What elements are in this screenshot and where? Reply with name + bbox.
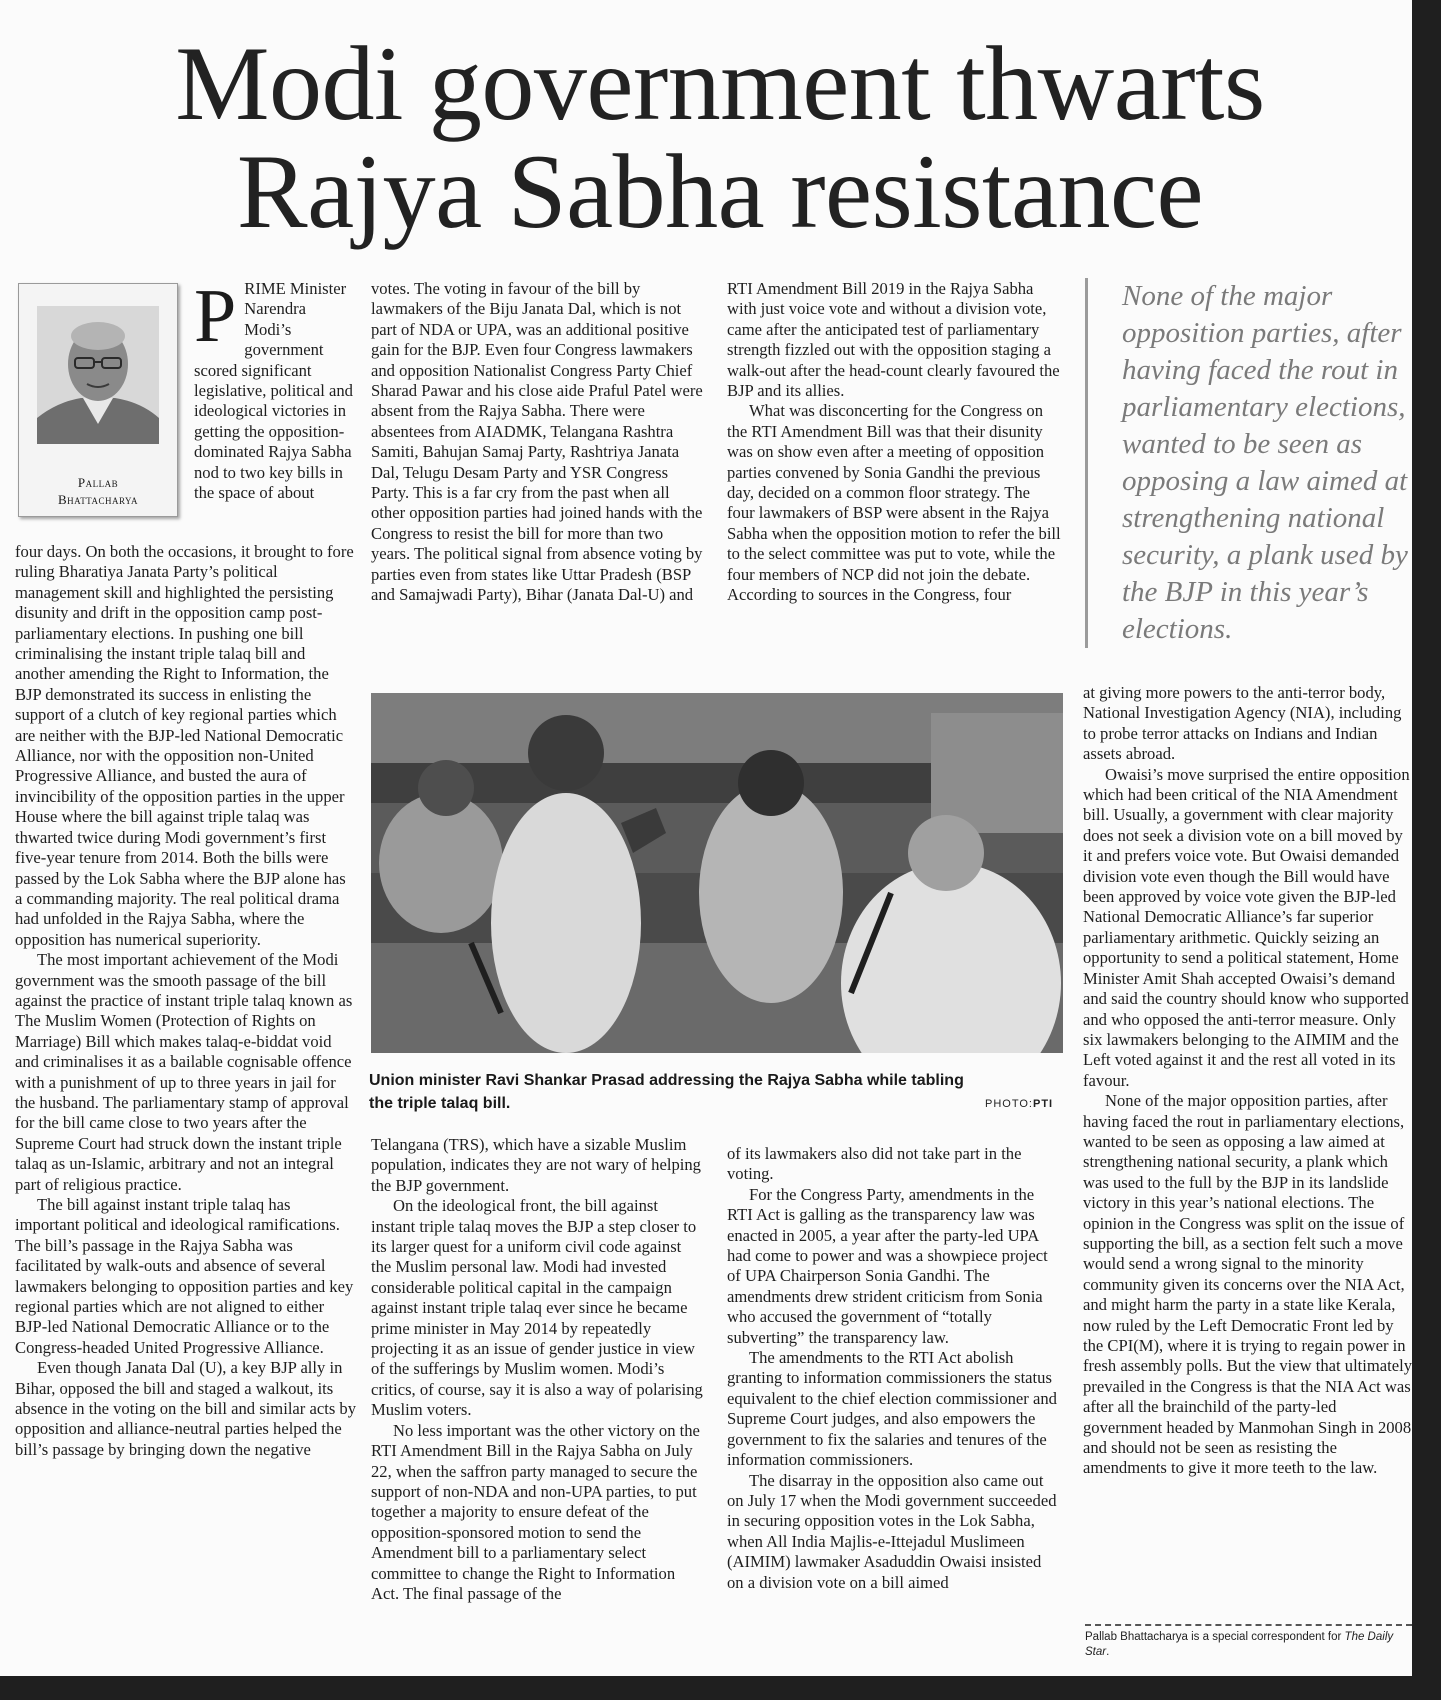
author-portrait-icon (37, 306, 159, 444)
paragraph: RTI Amendment Bill 2019 in the Rajya Sabha with just voice vote and without a division vote, came after the anticipated test of parliamentary strength fizzled out with the opposition staging a walk-out after the head-count clearly favoured the BJP and its allies. (727, 279, 1060, 401)
column-3-bottom (727, 1144, 1061, 1668)
paragraph: The most important achievement of the Modi government was the smooth passage of the bill against the practice of instant triple talaq known as The Muslim Women (Protection of Rights on Marriage) Bill which makes talaq-e-biddat void and criminalises it as a bailable cognisable offence with a punishment of up to three years in jail for the husband. The parliamentary stamp of approval for the bill came close to two years after the Supreme Court had struck down the instant triple talaq as un-Islamic, arbitrary and not an integral part of religious practice. (15, 950, 353, 1194)
intro-text: RIME Minister Narendra Modi’s government scored significant legislative, political and ideological victories in getting the opposition-dominated Rajya Sabha nod to two key bills in the space of about (194, 279, 353, 503)
footnote-end: . (1106, 1646, 1110, 1658)
author-footnote (1085, 1630, 1412, 1660)
author-first-name: Pallab (77, 475, 119, 490)
author-name (19, 474, 177, 508)
column-2-bottom (371, 1135, 705, 1668)
headline-line-2: Rajya Sabha resistance (236, 133, 1204, 250)
column-4 (1083, 683, 1412, 1621)
paragraph: four days. On both the occasions, it brought to fore ruling Bharatiya Janata Party’s political management skill and highlighted the persisting disunity and drift in the opposition camp post-parliamentary elections. In pushing one bill criminalising the instant triple talaq bill and another amending the Right to Information, the BJP demonstrated its success in enlisting the support of a clutch of key regional parties which are neither with the BJP-led National Democratic Alliance, nor with the opposition non-United Progressive Alliance, and busted the aura of invincibility of the opposition parties in the upper House where the bill against triple talaq was thwarted twice during Modi government’s first five-year tenure from 2014. Both the bills were passed by the Lok Sabha where the BJP alone has a commanding majority. The real political drama had unfolded in the Rajya Sabha, where the opposition has numerical superiority. (15, 542, 354, 949)
column-1 (15, 542, 357, 1668)
paragraph: The amendments to the RTI Act abolish granting to information commissioners the status equivalent to the chief election commissioner and Supreme Court judges, and also empowers the government to fix the salaries and tenures of the information commissioners. (727, 1348, 1057, 1470)
parliament-scene-icon (371, 693, 1063, 1053)
paragraph: Owaisi’s move surprised the entire opposition which had been critical of the NIA Amendment bill. Usually, a government with clear majority does not seek a division vote on a bill moved by it and prefers voice vote. But Owaisi demanded division vote even though the Bill would have been approved by voice vote given the BJP-led National Democratic Alliance’s far superior parliamentary arithmetic. Quickly seizing an opportunity to send a political statement, Home Minister Amit Shah accepted Owaisi’s demand and said the country should know who supported and who opposed the anti-terror measure. Only six lawmakers belonging to the AIMIM and the Left voted against it and the rest all voted in its favour. (1083, 764, 1410, 1090)
column-1-intro (194, 279, 354, 544)
paragraph: On the ideological front, the bill against instant triple talaq moves the BJP a step closer to its larger quest for a uniform civil code against the Muslim personal law. Modi had invested considerable political capital in the campaign against instant triple talaq ever since he became prime minister in May 2014 by repeatedly projecting it as an issue of gender justice in view of the sufferings by Muslim women. Modi’s critics, of course, say it is also a way of polarising Muslim voters. (371, 1196, 703, 1420)
pull-quote: None of the major opposition parties, after having faced the rout in parliamentary elections, wanted to be seen as opposing a law aimed at strengthening national security, a plank used by the BJP in this year’s elections. (1085, 278, 1412, 648)
author-photo (37, 306, 159, 444)
paragraph: For the Congress Party, amendments in the RTI Act is galling as the transparency law was enacted in 2005, a year after the party-led UPA had come to power and was a showpiece project of UPA Chairperson Sonia Gandhi. The amendments drew strident criticism from Sonia who accused the government of “totally subverting” the transparency law. (727, 1184, 1048, 1347)
paragraph: votes. The voting in favour of the bill by lawmakers of the Biju Janata Dal, which is not part of NDA or UPA, was an additional positive gain for the BJP. Even four Congress lawmakers and opposition Nationalist Congress Party Chief Sharad Pawar and his close aide Praful Patel were absent from the Rajya Sabha. There were absentees from AIADMK, Telangana Rashtra Samiti, Bahujan Samaj Party, Rashtriya Janata Dal, Telugu Desam Party and YSR Congress Party. This is a far cry from the past when all other opposition parties had joined hands with the Congress to resist the bill for more than two years. The political signal from absence voting by parties even from states like Uttar Pradesh (BSP and Samajwadi Party), Bihar (Janata Dal-U) and (371, 279, 703, 605)
photo-credit-agency: PTI (1032, 1098, 1054, 1110)
paragraph: at giving more powers to the anti-terror body, National Investigation Agency (NIA), including to probe terror attacks on Indians and Indian assets abroad. (1083, 683, 1402, 764)
paragraph: Even though Janata Dal (U), a key BJP ally in Bihar, opposed the bill and staged a walkout, its absence in the voting on the bill and similar acts by opposition and alliance-neutral parties helped the bill’s passage by bringing down the negative (15, 1358, 357, 1459)
author-box (18, 283, 178, 517)
paragraph: The bill against instant triple talaq has important political and ideological ramifications. The bill’s passage in the Rajya Sabha was facilitated by walk-outs and absence of several lawmakers belonging to opposition parties and key regional parties which are not aligned to either BJP-led National Democratic Alliance or to the Congress-headed United Progressive Alliance. (15, 1195, 354, 1357)
paragraph: The disarray in the opposition also came out on July 17 when the Modi government succeeded in securing opposition votes in the Lok Sabha, when All India Majlis-e-Ittejadul Muslimeen (AIMIM) lawmaker Asaduddin Owaisi insisted on a division vote on a bill aimed (727, 1470, 1057, 1592)
paragraph: What was disconcerting for the Congress on the RTI Amendment Bill was that their disunity was on show even after a meeting of opposition parties convened by Sonia Gandhi the previous day, decided on a common floor strategy. The four lawmakers of BSP were absent in the Rajya Sabha when the opposition motion to refer the bill to the select committee was put to vote, while the four members of NCP did not join the debate. According to sources in the Congress, four (727, 401, 1061, 605)
headline (40, 25, 1400, 250)
author-last-name: Bhattacharya (58, 492, 138, 507)
news-photo (371, 693, 1063, 1053)
column-2-top (371, 279, 705, 669)
column-3-top (727, 279, 1061, 671)
footnote-publication: The Daily Star (1085, 1631, 1394, 1658)
photo-caption: Union minister Ravi Shankar Prasad addressing the Rajya Sabha while tabling the triple talaq bill. (369, 1072, 964, 1112)
paragraph: None of the major opposition parties, after having faced the rout in parliamentary elections, wanted to be seen as opposing a law aimed at strengthening national security, a plank which was used to the full by the BJP in its landslide victory in this year’s national elections. The opinion in the Congress was split on the issue of supporting the bill, as a section felt such a move would send a wrong signal to the minority community given its concerns over the NIA Act, and might harm the party in a state like Kerala, now ruled by the Left Democratic Front led by the CPI(M), where it is trying to regain power in fresh assembly polls. But the view that ultimately prevailed in the Congress is that the NIA Act was after all the brainchild of the party-led government headed by Manmohan Singh in 2008 and should not be seen as resisting the amendments to give it more teeth to the law. (1083, 1091, 1412, 1478)
paragraph: Telangana (TRS), which have a sizable Muslim population, indicates they are not wary of helping the BJP government. (371, 1135, 701, 1195)
headline-line-1: Modi government thwarts (175, 25, 1265, 142)
paragraph: of its lawmakers also did not take part in the voting. (727, 1144, 1022, 1184)
footnote-divider (1085, 1624, 1412, 1626)
photo-credit (985, 1098, 1053, 1110)
photo-credit-prefix: PHOTO: (985, 1098, 1033, 1110)
paragraph: No less important was the other victory on the RTI Amendment Bill in the Rajya Sabha on July 22, when the saffron party managed to secure the support of non-NDA and non-UPA parties, to put together a majority to ensure defeat of the opposition-sponsored motion to send the Amendment bill to a parliamentary select committee to change the Right to Information Act. The final passage of the (371, 1420, 700, 1603)
footnote-text: Pallab Bhattacharya is a special correspondent for (1085, 1631, 1345, 1643)
drop-cap: P (194, 279, 237, 358)
